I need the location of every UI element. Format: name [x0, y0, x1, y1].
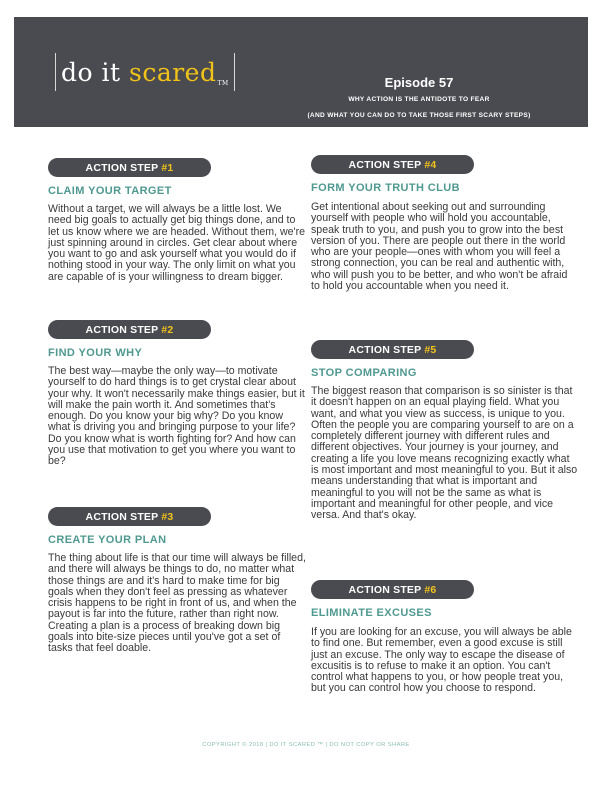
logo-trademark: TM	[217, 79, 229, 87]
episode-subtitle-line1: WHY ACTION IS THE ANTIDOTE TO FEAR	[348, 96, 490, 103]
action-step-number: #6	[424, 583, 437, 596]
step-5-body: The biggest reason that comparison is so sinister is that it doesn't happen on an equal playing field. What you want, and what you view as success, is unique to you. Often the people you are comparing yourself to are on a completely different journey with different rules and different objectives. Your journey is your journey, and creating a life you love means recognizing exactly what is most important and most meaningful to you. But it also means understanding that what is important and meaningful to you will not be the same as what is important and meaningful for other people, and vice versa. And that's okay.	[311, 385, 578, 522]
action-step-label: ACTION STEP	[85, 510, 159, 523]
step-4-body: Get intentional about seeking out and surrounding yourself with people who will hold you accountable, speak truth to you, and push you to grow into the best version of you. There are people out there in the world who are your people—ones with whom you will feel a strong connection, you can be real and authentic with, who will push you to be better, and who won't be afraid to hold you accountable when you need it.	[311, 201, 568, 293]
logo-text	[56, 58, 234, 87]
episode-title: Episode 57	[384, 75, 454, 90]
step-3-body: The thing about life is that our time will always be filled, and there will always be things to do, no matter what those things are and it's hard to make time for big goals when they don't feel as pressing as whatever crisis happens to be right in front of us, and when the payout is far into the future, rather than right now. Creating a plan is a process of breaking down big goals into bite-size pieces until you've got a set of tasks that feel doable.	[48, 552, 306, 655]
logo-accent: scared	[129, 57, 217, 87]
action-step-label: ACTION STEP	[348, 343, 422, 356]
step-6-body: If you are looking for an excuse, you will always be able to find one. But remember, even a good excuse is still just an excuse. The only way to escape the disease of excusitis is to refuse to make it an option. You can't control what happens to you, or how people treat you, but you can control how you choose to respond.	[311, 626, 572, 695]
action-step-number: #4	[424, 158, 437, 171]
action-step-label: ACTION STEP	[348, 158, 422, 171]
action-step-pill-1	[48, 158, 211, 177]
footer-copyright: COPYRIGHT © 2018 | DO IT SCARED ™ | DO NOT COPY OR SHARE	[202, 742, 410, 748]
action-step-pill-3	[48, 507, 211, 526]
step-3-title: CREATE YOUR PLAN	[48, 534, 167, 546]
step-1-title: CLAIM YOUR TARGET	[48, 185, 172, 197]
step-5-title: STOP COMPARING	[311, 367, 417, 379]
header-banner	[14, 17, 588, 127]
action-step-label: ACTION STEP	[85, 323, 159, 336]
step-4-title: FORM YOUR TRUTH CLUB	[311, 182, 460, 194]
action-step-number: #5	[424, 343, 437, 356]
step-1-body: Without a target, we will always be a little lost. We need big goals to actually get big things done, and to let us know where we are headed. Without them, we're just spinning around in circles. Get clear about where you want to go and ask yourself what you would do if nothing stood in your way. The only limit on what you are capable of is your willingness to dream bigger.	[48, 203, 305, 283]
step-2-title: FIND YOUR WHY	[48, 347, 143, 359]
logo-prefix: do it	[61, 57, 121, 87]
action-step-pill-4	[311, 155, 474, 174]
action-step-number: #2	[161, 323, 174, 336]
step-2-body: The best way—maybe the only way—to motivate yourself to do hard things is to get crystal clear about your why. It won't necessarily make things easier, but it will make the pain worth it. And sometimes that's enough. Do you know your big why? Do you know what is driving you and bringing purpose to your life? Do you know what is worth fighting for? And how can you use that motivation to get you where you want to be?	[48, 365, 305, 468]
logo	[55, 53, 235, 91]
action-step-pill-5	[311, 340, 474, 359]
action-step-pill-6	[311, 580, 474, 599]
logo-right-bar	[234, 53, 235, 91]
action-step-number: #1	[161, 161, 174, 174]
action-step-number: #3	[161, 510, 174, 523]
action-step-label: ACTION STEP	[85, 161, 159, 174]
step-6-title: ELIMINATE EXCUSES	[311, 607, 432, 619]
action-step-pill-2	[48, 320, 211, 339]
action-step-label: ACTION STEP	[348, 583, 422, 596]
episode-subtitle-line2: (AND WHAT YOU CAN DO TO TAKE THOSE FIRST SCARY STEPS)	[307, 112, 531, 119]
